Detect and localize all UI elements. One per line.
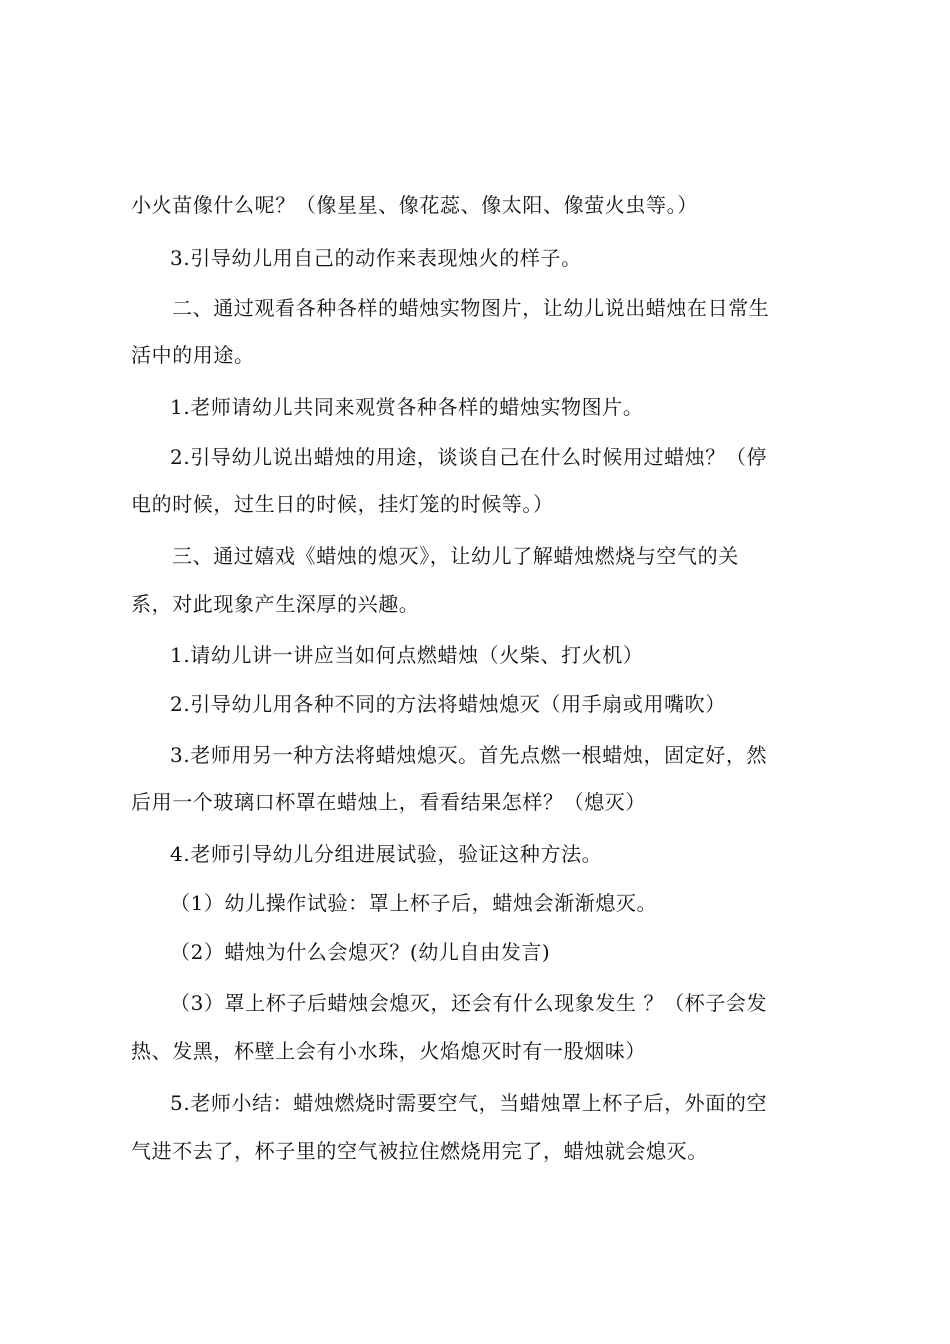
text-line: 电的时候，过生日的时候，挂灯笼的时候等。）: [131, 492, 554, 516]
text-line: 三、通过嬉戏《蜡烛的熄灭》，让幼儿了解蜡烛燃烧与空气的关: [172, 544, 739, 568]
text-line: 3.老师用另一种方法将蜡烛熄灭。首先点燃一根蜡烛，固定好，然: [170, 743, 768, 767]
text-line: 4.老师引导幼儿分组进展试验，验证这种方法。: [170, 842, 603, 866]
text-line: 气进不去了，杯子里的空气被拉住燃烧用完了，蜡烛就会熄灭。: [131, 1139, 708, 1163]
text-line: 2.引导幼儿用各种不同的方法将蜡烛熄灭（用手扇或用嘴吹）: [170, 692, 726, 716]
text-line: 活中的用途。: [131, 343, 255, 367]
text-line: 系，对此现象产生深厚的兴趣。: [131, 592, 420, 616]
text-line: 1.老师请幼儿共同来观赏各种各样的蜡烛实物图片。: [170, 395, 644, 419]
text-line: 1.请幼儿讲一讲应当如何点燃蜡烛（火柴、打火机）: [170, 643, 644, 667]
text-line: 小火苗像什么呢？（像星星、像花蕊、像太阳、像萤火虫等。）: [131, 193, 698, 217]
text-line: 5.老师小结：蜡烛燃烧时需要空气，当蜡烛罩上杯子后，外面的空: [170, 1091, 768, 1115]
text-line: （1）幼儿操作试验：罩上杯子后，蜡烛会渐渐熄灭。: [170, 891, 658, 915]
text-line: 2.引导幼儿说出蜡烛的用途，谈谈自己在什么时候用过蜡烛？（停: [170, 445, 768, 469]
text-line: 热、发黑，杯壁上会有小水珠，火焰熄灭时有一股烟味）: [131, 1039, 646, 1063]
text-line: 后用一个玻璃口杯罩在蜡烛上，看看结果怎样？（熄灭）: [131, 790, 646, 814]
text-line: 二、通过观看各种各样的蜡烛实物图片，让幼儿说出蜡烛在日常生: [172, 296, 770, 320]
text-line: （2）蜡烛为什么会熄灭？(幼儿自由发言): [170, 940, 551, 964]
text-line: 3.引导幼儿用自己的动作来表现烛火的样子。: [170, 246, 582, 270]
text-line: （3）罩上杯子后蜡烛会熄灭，还会有什么现象发生 ？（杯子会发: [170, 991, 768, 1015]
